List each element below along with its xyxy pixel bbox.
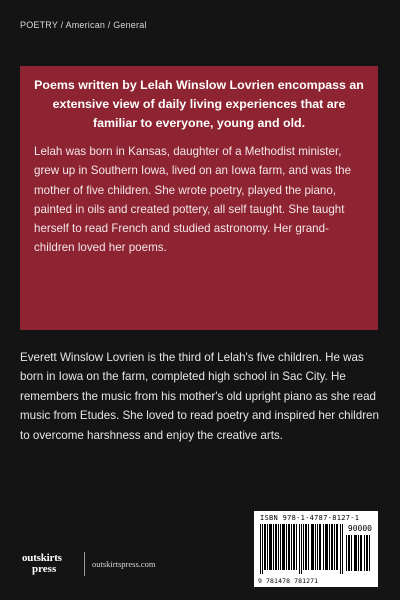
barcode-bars	[260, 524, 344, 574]
panel-body-text: Lelah was born in Kansas, daughter of a Methodist minister, grew up in Southern Iowa, lived on an Iowa farm, and was the mother of five children. She wrote poetry, played the piano, painted in oils and created pottery, all self taught. She taught herself to read French and studied astronomy. Her grand-children loved her poems.	[34, 145, 352, 255]
author-bio: Everett Winslow Lovrien is the third of Lelah's five children. He was born in Iowa on the farm, completed high school in Sac City. He remembers the music from his mother's old upright piano as she read music from Etudes. She loved to read poetry and inspired her children to overcome harshness and enjoy the creative arts.	[20, 351, 379, 442]
isbn-barcode	[254, 511, 378, 587]
logo-divider	[84, 552, 85, 576]
addon-barcode-bars	[346, 535, 372, 571]
barcode-digits: 9 781478 781271	[258, 577, 319, 585]
publisher-url: outskirtspress.com	[92, 559, 156, 569]
isbn-label: ISBN 978-1-4787-8127-1	[260, 514, 360, 522]
publisher-logo-line2: press	[32, 563, 57, 575]
description-panel	[20, 66, 378, 330]
category-label: POETRY / American / General	[20, 20, 147, 30]
panel-headline: Poems written by Lelah Winslow Lovrien encompass an extensive view of daily living experiences that are familiar to everyone, young and old.	[34, 78, 364, 130]
publisher-logo	[22, 553, 62, 575]
publisher-logo-line1: outskirts	[22, 552, 62, 564]
price-code: 90000	[347, 524, 372, 533]
